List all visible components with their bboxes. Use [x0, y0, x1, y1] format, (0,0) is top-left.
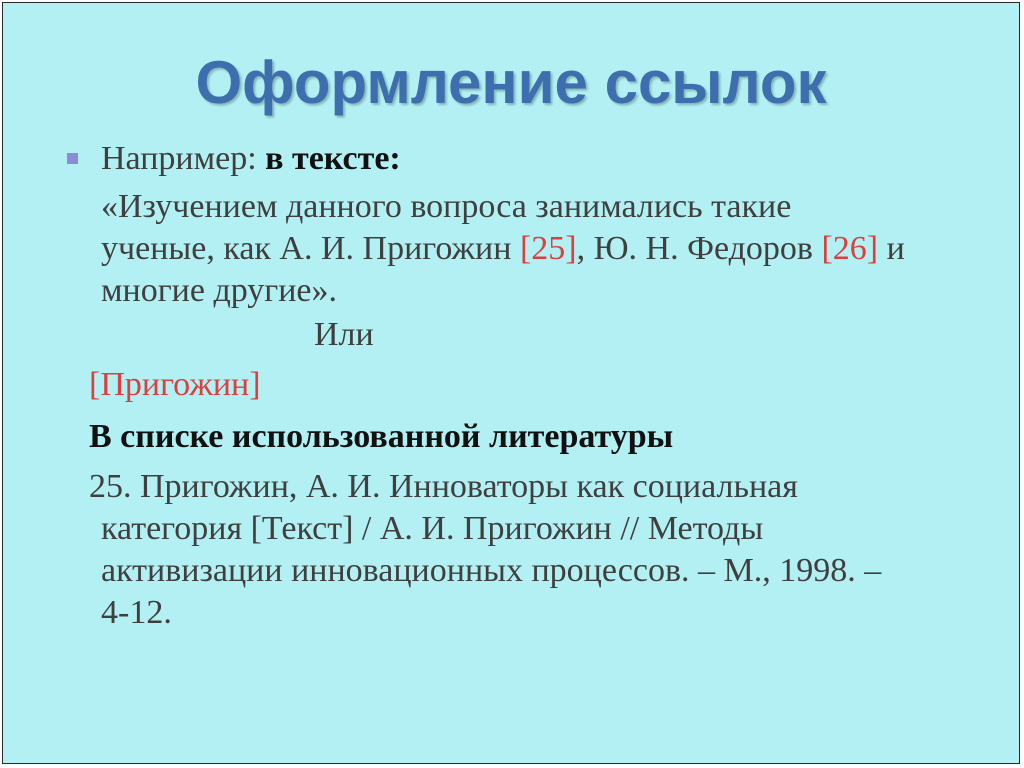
bibliography-entry-line-1: 25. Пригожин, А. И. Инноваторы как социальная [89, 468, 798, 505]
citation-ref-26: [26] [821, 230, 879, 267]
citation-ref-25: [25] [519, 230, 577, 267]
quote-line-2 [101, 229, 905, 269]
quote-line-2-part-b: , Ю. Н. Федоров [576, 230, 822, 267]
bibliography-entry-line-4: 4-12. [101, 594, 172, 631]
bullet-square-icon [67, 153, 78, 164]
quote-line-3: многие другие». [101, 272, 338, 309]
bibliography-heading: В списке использованной литературы [89, 418, 674, 455]
example-label-bold: в тексте: [265, 140, 401, 177]
or-text: Или [314, 316, 374, 353]
alt-citation-ref: [Пригожин] [89, 366, 261, 403]
quote-line-1: «Изучением данного вопроса занимались такие [101, 188, 792, 225]
example-line [101, 139, 401, 179]
slide [2, 2, 1020, 764]
quote-line-2-part-a: ученые, как А. И. Пригожин [101, 230, 520, 267]
quote-line-2-part-c: и [878, 230, 905, 267]
slide-title: Оформление ссылок [195, 49, 827, 116]
bibliography-entry-line-3: активизации инновационных процессов. – М., 1998. – [101, 552, 882, 589]
bibliography-entry-line-2: категория [Текст] / А. И. Пригожин // Методы [101, 510, 764, 547]
example-label: Например: [101, 140, 266, 177]
